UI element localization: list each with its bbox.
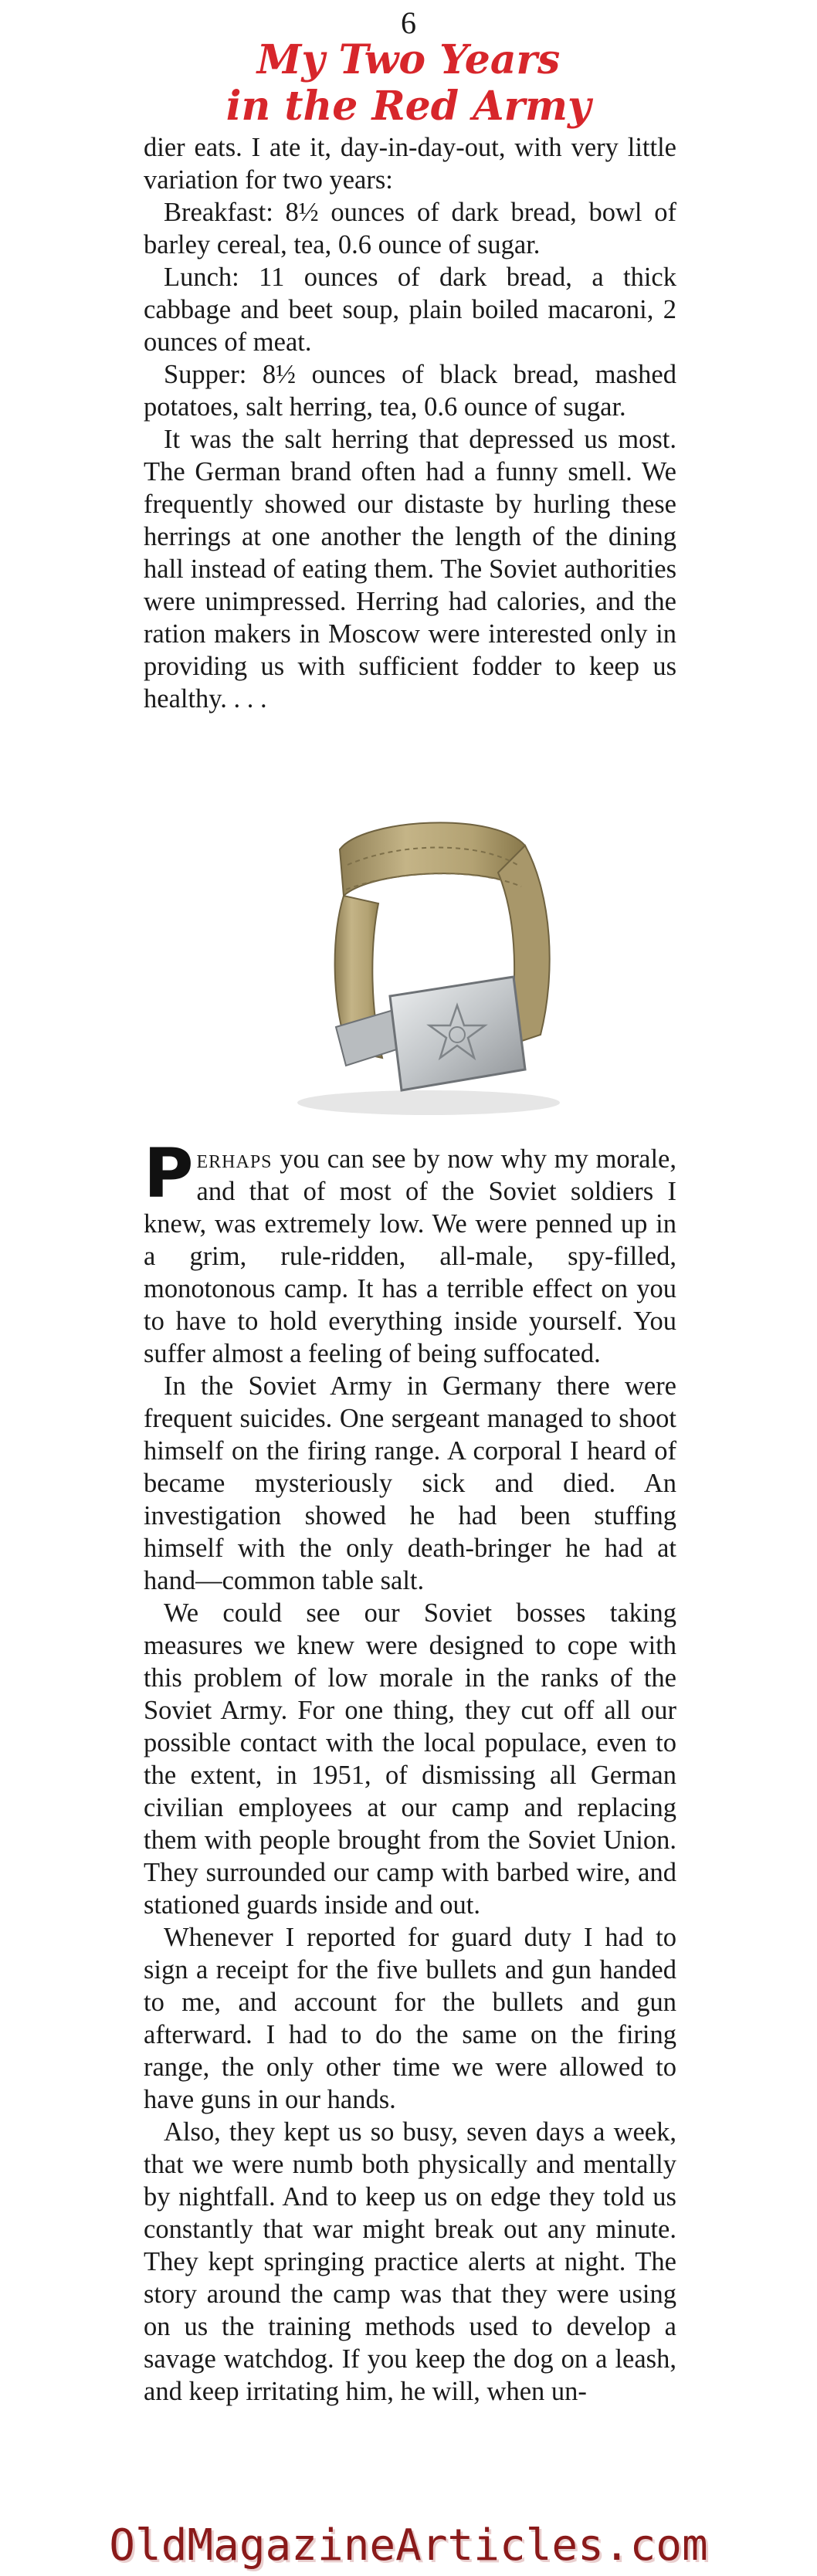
article-headline xyxy=(0,37,817,130)
paragraph-morale xyxy=(144,1134,676,1370)
belt-photo xyxy=(247,803,610,1127)
headline-line-1: My Two Years xyxy=(256,36,561,83)
paragraph-suicides: In the Soviet Army in Germany there were frequent suicides. One sergeant managed to shoot himself on the firing range. A corporal I heard of became mysteriously sick and died. An investigation showed he had been stuffing himself with the only death-bringer he had at hand—common table salt. xyxy=(144,1371,676,1595)
paragraph-breakfast: Breakfast: 8½ ounces of dark bread, bowl of barley cereal, tea, 0.6 ounce of sugar. xyxy=(144,198,676,259)
article-column-bottom xyxy=(144,1134,676,2408)
drop-cap: P xyxy=(144,1134,194,1213)
lead-in-smallcaps: erhaps xyxy=(196,1144,273,1174)
paragraph-salt-herring: It was the salt herring that depressed us most. The German brand often had a funny smell. We frequently showed our distaste by hurling these herrings at one another the length of the dining hall instead of eating them. The Soviet authorities were unimpressed. Herring had calories, and the ration makers in Moscow were interested only in providing us with sufficient fodder to keep us healthy. . . . xyxy=(144,425,676,713)
paragraph-morale-text: you can see by now why my morale, and that of most of the Soviet soldiers I knew, was extremely low. We were penned up in a grim, rule-ridden, all-male, spy-filled, monotonous camp. It has a terrible effect on you to have to hold everything inside yourself. You suffer almost a feeling of being suffocated. xyxy=(144,1144,676,1368)
paragraph-guard-duty: Whenever I reported for guard duty I had to sign a receipt for the five bullets and gun handed to me, and account for the bullets and gun afterward. I had to do the same on the firing range, the only other time we were allowed to have guns in our hands. xyxy=(144,1923,676,2114)
paragraph-supper: Supper: 8½ ounces of black bread, mashed potatoes, salt herring, tea, 0.6 ounce of sugar. xyxy=(144,360,676,422)
paragraph-measures: We could see our Soviet bosses taking measures we knew were designed to cope with this problem of low morale in the ranks of the Soviet Army. For one thing, they cut off all our possible contact with the local populace, even to the extent, in 1951, of dismissing all German civilian employees at our camp and replacing them with people brought from the Soviet Union. They surrounded our camp with barbed wire, and stationed guards inside and out. xyxy=(144,1598,676,1920)
headline-line-2: in the Red Army xyxy=(225,83,592,130)
page-number: 6 xyxy=(401,5,416,40)
article-column-top xyxy=(144,131,676,715)
buckle-plate xyxy=(390,977,525,1090)
site-watermark: OldMagazineArticles.com xyxy=(109,2520,708,2571)
paragraph-continuation: dier eats. I ate it, day-in-day-out, with very little variation for two years: xyxy=(144,133,676,195)
paragraph-lunch: Lunch: 11 ounces of dark bread, a thick cabbage and beet soup, plain boiled macaroni, 2 ounces of meat. xyxy=(144,263,676,357)
paragraph-watchdog: Also, they kept us so busy, seven days a week, that we were numb both physically and mentally by nightfall. And to keep us on edge they told us constantly that war might break out any minute. They kept springing practice alerts at night. The story around the camp was that they were using on us the training methods used to develop a savage watchdog. If you keep the dog on a leash, and keep irritating him, he will, when un- xyxy=(144,2117,676,2406)
